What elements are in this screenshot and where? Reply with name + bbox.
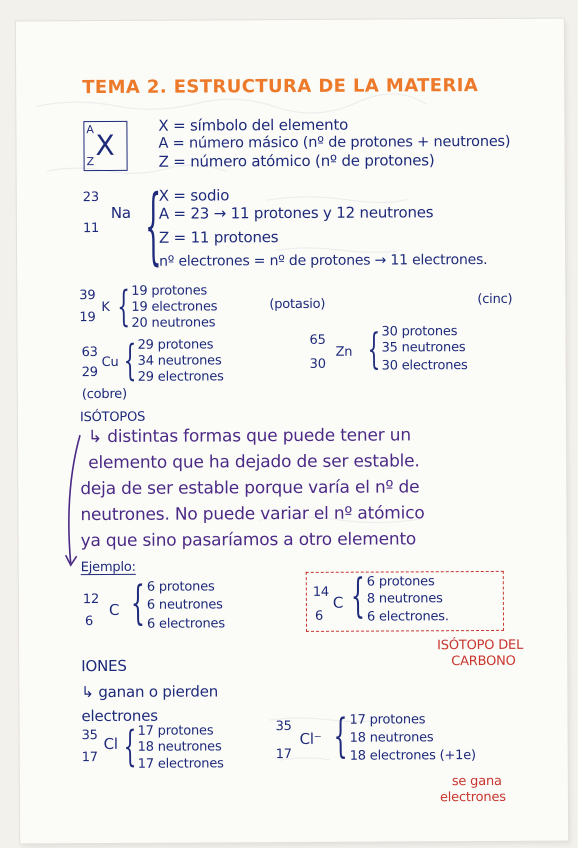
carbon12-symbol: C bbox=[108, 600, 120, 619]
isotopes-heading: ISÓTOPOS bbox=[79, 409, 146, 426]
potassium-brace: { bbox=[117, 280, 131, 332]
isotopes-line-5: ya que sino pasaríamos a otro elemento bbox=[80, 529, 417, 552]
zinc-name: (cinc) bbox=[477, 291, 513, 308]
notation-line-x: X = símbolo del elemento bbox=[158, 115, 349, 135]
isotopes-line-4: neutrones. No puede variar el nº atómico bbox=[80, 503, 425, 526]
page-title: TEMA 2. ESTRUCTURA DE LA MATERIA bbox=[82, 75, 479, 99]
zinc-line-electrons: 30 electrones bbox=[381, 358, 468, 374]
carbon14-line-neutrons: 8 neutrones bbox=[366, 591, 443, 607]
notebook-page bbox=[16, 19, 568, 844]
sodium-mass-number: 23 bbox=[82, 190, 99, 206]
ions-heading: IONES bbox=[81, 656, 127, 676]
carbon14-symbol: C bbox=[332, 593, 344, 612]
carbon12-line-protons: 6 protones bbox=[146, 579, 215, 595]
carbon12-line-neutrons: 6 neutrones bbox=[146, 597, 223, 613]
copper-name: (cobre) bbox=[81, 386, 128, 403]
copper-mass-number: 63 bbox=[81, 345, 98, 361]
ion-note-line1: se gana bbox=[451, 773, 502, 790]
notation-line-a: A = número másico (nº de protones + neutrones) bbox=[158, 133, 511, 152]
copper-line-electrons: 29 electrones bbox=[137, 369, 224, 385]
zinc-symbol: Zn bbox=[335, 344, 353, 360]
zinc-brace: { bbox=[367, 323, 381, 374]
chloride-line-electrons: 18 electrones (+1e) bbox=[349, 748, 476, 764]
notation-mass-label: A bbox=[86, 123, 94, 137]
carbon14-mass-number: 14 bbox=[312, 584, 330, 600]
isotope-note-line2: CARBONO bbox=[451, 653, 516, 670]
zinc-line-protons: 30 protones bbox=[381, 324, 458, 340]
copper-symbol: Cu bbox=[101, 354, 119, 370]
chlorine-brace: { bbox=[123, 720, 137, 772]
chloride-line-protons: 17 protones bbox=[349, 712, 426, 728]
notation-symbol: X bbox=[95, 128, 115, 163]
chloride-mass-number: 35 bbox=[275, 719, 292, 735]
chlorine-line-protons: 17 protones bbox=[137, 723, 214, 739]
isotope-note-line1: ISÓTOPO DEL bbox=[437, 637, 524, 654]
atomic-notation-box bbox=[83, 121, 127, 171]
potassium-line-electrons: 19 electrones bbox=[131, 299, 218, 315]
chlorine-line-neutrons: 18 neutrones bbox=[137, 739, 222, 755]
chlorine-atomic-number: 17 bbox=[81, 750, 98, 766]
sodium-symbol: Na bbox=[110, 203, 131, 222]
example-label: Ejemplo: bbox=[80, 559, 136, 576]
sodium-line-name: X = sodio bbox=[158, 186, 230, 205]
carbon14-line-protons: 6 protones bbox=[366, 574, 435, 590]
carbon14-line-electrons: 6 electrones. bbox=[366, 609, 449, 625]
notation-atomic-label: Z bbox=[86, 155, 94, 169]
ions-line-1: ↳ ganan o pierden bbox=[81, 682, 219, 702]
copper-line-protons: 29 protones bbox=[137, 337, 214, 353]
copper-brace: { bbox=[123, 334, 137, 386]
carbon14-brace: { bbox=[350, 571, 366, 624]
chloride-atomic-number: 17 bbox=[275, 747, 292, 763]
carbon12-atomic-number: 6 bbox=[84, 614, 94, 630]
carbon12-line-electrons: 6 electrones bbox=[146, 616, 225, 632]
potassium-line-neutrons: 20 neutrones bbox=[131, 315, 216, 331]
sodium-line-electrons: nº electrones = nº de protones → 11 electrones. bbox=[159, 251, 488, 270]
chloride-symbol: Cl⁻ bbox=[299, 729, 322, 748]
potassium-line-protons: 19 protones bbox=[131, 283, 208, 299]
sodium-line-mass: A = 23 → 11 protones y 12 neutrones bbox=[158, 203, 434, 223]
copper-atomic-number: 29 bbox=[81, 365, 98, 381]
potassium-mass-number: 39 bbox=[79, 288, 96, 304]
zinc-mass-number: 65 bbox=[309, 332, 326, 348]
potassium-symbol: K bbox=[101, 299, 110, 315]
isotopes-line-1: ↳ distintas formas que puede tener un bbox=[87, 425, 411, 448]
notation-line-z: Z = número atómico (nº de protones) bbox=[158, 151, 435, 171]
sodium-atomic-number: 11 bbox=[82, 221, 100, 237]
carbon14-atomic-number: 6 bbox=[314, 608, 324, 624]
potassium-atomic-number: 19 bbox=[79, 310, 96, 326]
sodium-line-atomic: Z = 11 protones bbox=[158, 228, 279, 247]
chlorine-symbol: Cl bbox=[103, 734, 118, 753]
chlorine-mass-number: 35 bbox=[81, 728, 98, 744]
ions-line-2: electrones bbox=[81, 706, 158, 726]
chlorine-line-electrons: 17 electrones bbox=[137, 756, 224, 772]
carbon12-mass-number: 12 bbox=[82, 592, 100, 608]
potassium-name: (potasio) bbox=[269, 296, 326, 313]
isotopes-line-3: deja de ser estable porque varía el nº de bbox=[80, 477, 420, 500]
zinc-atomic-number: 30 bbox=[309, 356, 326, 372]
sodium-brace: { bbox=[144, 180, 162, 277]
zinc-line-neutrons: 35 neutrones bbox=[381, 340, 466, 356]
carbon12-brace: { bbox=[130, 578, 146, 632]
ion-note-line2: electrones bbox=[439, 789, 506, 806]
isotopes-line-2: elemento que ha dejado de ser estable. bbox=[88, 451, 420, 474]
copper-line-neutrons: 34 neutrones bbox=[137, 353, 222, 369]
chloride-line-neutrons: 18 neutrones bbox=[349, 730, 434, 746]
chloride-brace: { bbox=[333, 711, 348, 765]
